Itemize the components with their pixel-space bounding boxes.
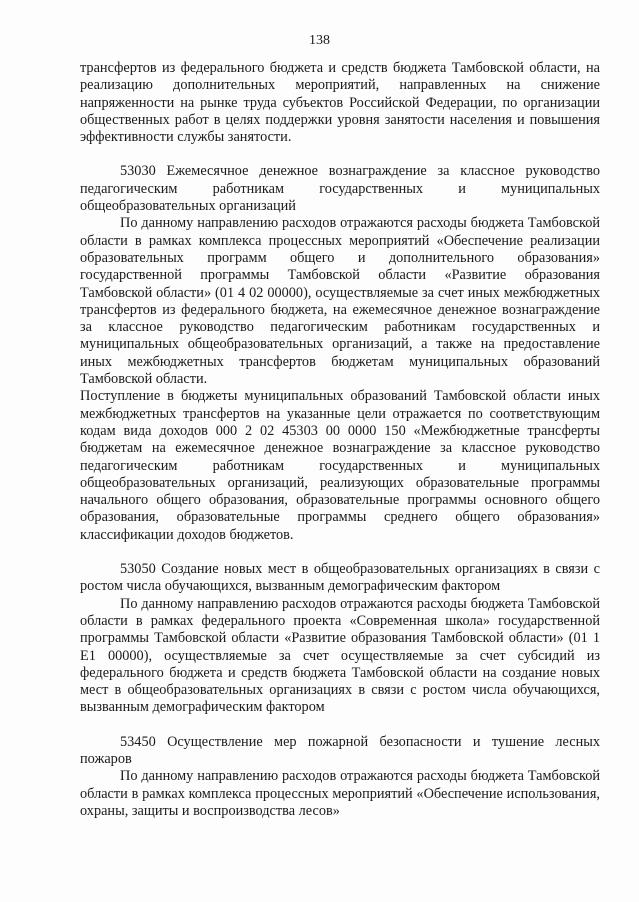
section-heading: 53030 Ежемесячное денежное вознаграждение за классное руководство педагогическим работникам государственных и муниципальных общеобразовательных организаций <box>80 163 600 215</box>
body-paragraph: По данному направлению расходов отражаются расходы бюджета Тамбовской области в рамках комплекса процессных мероприятий «Обеспечение реализации образовательных программ общего и дополнительного образования» государственной программы Тамбовской области «Развитие образования Тамбовской области» (01 4 02 00000), осуществляемые за счет иных межбюджетных трансфертов из федерального бюджета, на ежемесячное денежное вознаграждение за классное руководство педагогическим работникам государственных и муниципальных общеобразовательных организаций, а также на предоставление иных межбюджетных трансфертов бюджетам муниципальных образований Тамбовской области. <box>80 215 600 388</box>
paragraph-gap <box>80 544 600 561</box>
document-body <box>80 60 600 820</box>
body-paragraph: По данному направлению расходов отражаются расходы бюджета Тамбовской области в рамках федерального проекта «Современная школа» государственной программы Тамбовской области «Развитие образования Тамбовской области» (01 1 Е1 00000), осуществляемые за счет осуществляемые за счет субсидий из федерального бюджета и средств бюджета Тамбовской области на создание новых мест в общеобразовательных организациях в связи с ростом числа обучающихся, вызванным демографическим фактором <box>80 595 600 716</box>
body-paragraph: По данному направлению расходов отражаются расходы бюджета Тамбовской области в рамках комплекса процессных мероприятий «Обеспечение использования, охраны, защиты и воспроизводства лесов» <box>80 768 600 819</box>
paragraph-gap <box>80 717 600 734</box>
page-number: 138 <box>309 33 330 48</box>
body-paragraph: Поступление в бюджеты муниципальных образований Тамбовской области иных межбюджетных трансфертов на указанные цели отражается по соответствующим кодам вида доходов 000 2 02 45303 00 0000 150 «Межбюджетные трансферты бюджетам на ежемесячное денежное вознаграждение за классное руководство педагогическим работникам государственных и муниципальных общеобразовательных организаций, реализующих образовательные программы начального общего образования, образовательные программы основного общего образования, образовательные программы среднего общего образования» классификации доходов бюджетов. <box>80 388 600 543</box>
section-heading: 53450 Осуществление мер пожарной безопасности и тушение лесных пожаров <box>80 733 600 767</box>
section-heading: 53050 Создание новых мест в общеобразовательных организациях в связи с ростом числа обучающихся, вызванным демографическим фактором <box>80 561 600 595</box>
paragraph-gap <box>80 146 600 163</box>
body-paragraph: трансфертов из федерального бюджета и средств бюджета Тамбовской области, на реализацию дополнительных мероприятий, направленных на снижение напряженности на рынке труда субъектов Российской Федерации, по организации общественных работ в целях поддержки уровня занятости населения и повышения эффективности службы занятости. <box>80 60 600 146</box>
